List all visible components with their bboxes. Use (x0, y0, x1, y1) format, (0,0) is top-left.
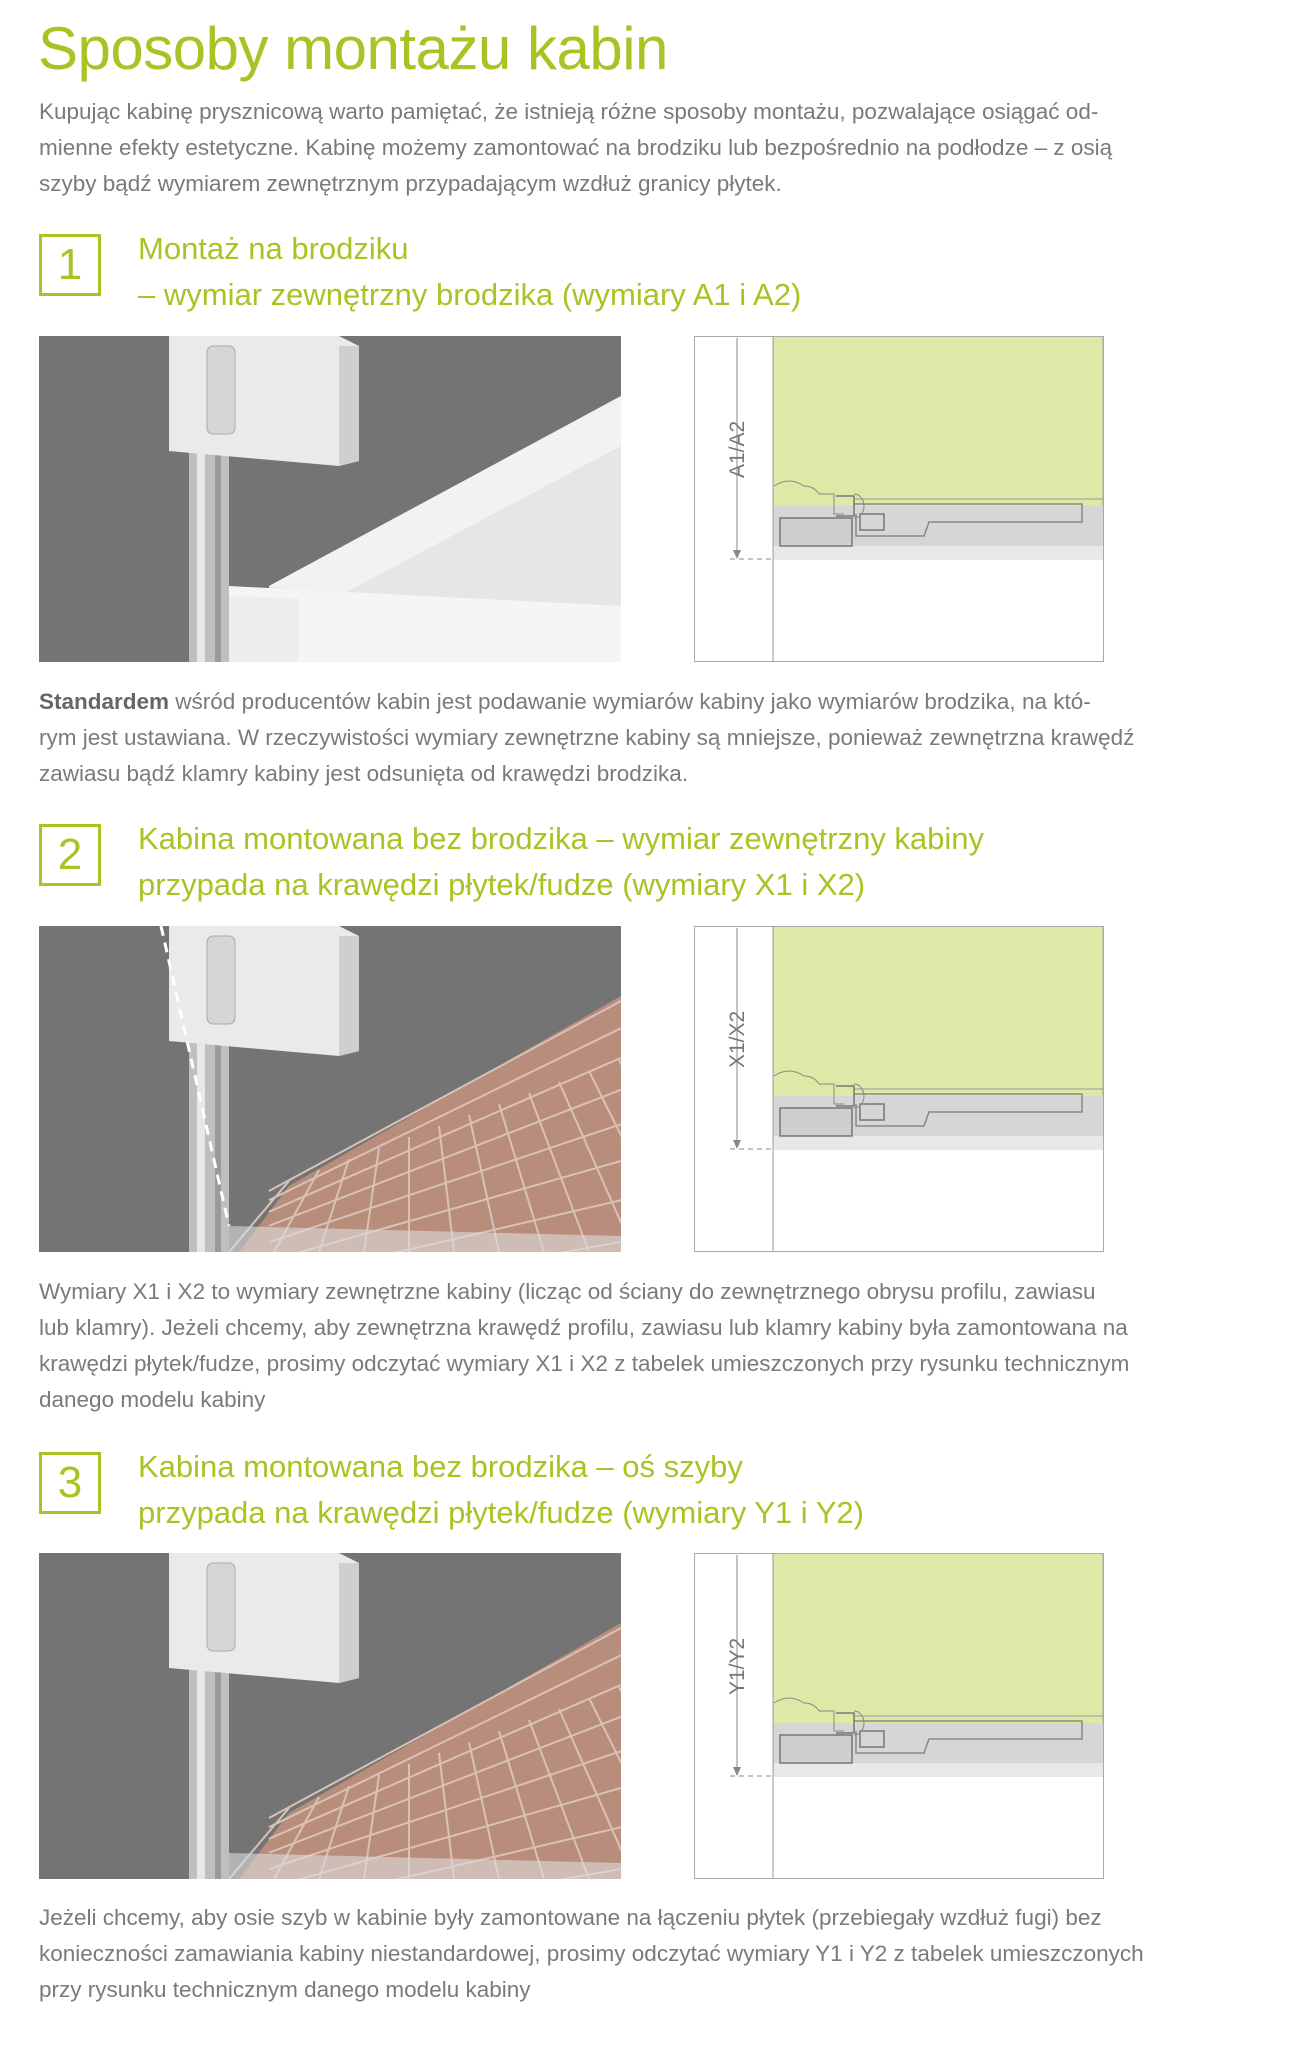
section-heading-line: przypada na krawędzi płytek/fudze (wymiary Y1 i Y2) (138, 1495, 864, 1530)
section-text (39, 684, 1134, 792)
section-heading (138, 1444, 864, 1536)
section-text-line (39, 1900, 1144, 1936)
text-span: Wymiary X1 i X2 to wymiary zewnętrzne kabiny (licząc od ściany do zewnętrznego obrysu profilu, zawiasu (39, 1279, 1096, 1304)
section-text-line (39, 1274, 1129, 1310)
intro-line: szyby bądź wymiarem zewnętrznym przypadającym wzdłuż granicy płytek. (39, 171, 782, 196)
technical-diagram (694, 336, 1104, 662)
text-span: krawędzi płytek/fudze, prosimy odczytać wymiary X1 i X2 z tabelek umieszczonych przy rysunku technicznym (39, 1351, 1130, 1376)
section-number-badge: 1 (39, 234, 101, 296)
installation-photo (39, 336, 621, 662)
text-span: wśród producentów kabin jest podawanie wymiarów kabiny jako wymiarów brodzika, na któ- (169, 689, 1091, 714)
section-text (39, 1274, 1129, 1418)
section-text-line (39, 1310, 1129, 1346)
bold-lead: Standardem (39, 689, 170, 714)
section-heading-line: Kabina montowana bez brodzika – wymiar zewnętrzny kabiny (138, 821, 985, 856)
section-text (39, 1900, 1144, 2008)
section-text-line (39, 720, 1134, 756)
section-text-line (39, 1346, 1129, 1382)
section-text-line (39, 684, 1134, 720)
page-title: Sposoby montażu kabin (38, 15, 668, 82)
text-span: danego modelu kabiny (39, 1387, 266, 1412)
text-span: przy rysunku technicznym danego modelu kabiny (39, 1977, 531, 2002)
section-heading (138, 226, 801, 318)
section-heading-line: – wymiar zewnętrzny brodzika (wymiary A1 i A2) (138, 277, 802, 312)
section-text-line (39, 1936, 1144, 1972)
technical-diagram (694, 1553, 1104, 1879)
intro-line: mienne efekty estetyczne. Kabinę możemy zamontować na brodziku lub bezpośrednio na podłodze – z osią (39, 135, 1113, 160)
dimension-label: Y1/Y2 (726, 1637, 749, 1695)
installation-photo (39, 926, 621, 1252)
technical-diagram (694, 926, 1104, 1252)
section-heading-line: Kabina montowana bez brodzika – oś szyby (138, 1449, 743, 1484)
intro-line: Kupując kabinę prysznicową warto pamiętać, że istnieją różne sposoby montażu, pozwalające osiągać od- (39, 99, 1099, 124)
text-span: rym jest ustawiana. W rzeczywistości wymiary zewnętrzne kabiny są mniejsze, ponieważ zewnętrzna krawędź (39, 725, 1135, 750)
text-span: konieczności zamawiania kabiny niestandardowej, prosimy odczytać wymiary Y1 i Y2 z tabelek umieszczonych (39, 1941, 1144, 1966)
section-heading (138, 816, 984, 908)
intro-text (39, 94, 1112, 202)
dimension-label: A1/A2 (726, 420, 749, 478)
section-heading-line: Montaż na brodziku (138, 231, 409, 266)
text-span: zawiasu bądź klamry kabiny jest odsunięta od krawędzi brodzika. (39, 761, 689, 786)
dimension-label: X1/X2 (726, 1010, 749, 1068)
section-number-badge: 3 (39, 1452, 101, 1514)
section-text-line (39, 756, 1134, 792)
text-span: lub klamry). Jeżeli chcemy, aby zewnętrzna krawędź profilu, zawiasu lub klamry kabiny była zamontowana na (39, 1315, 1128, 1340)
section-number-badge: 2 (39, 824, 101, 886)
section-text-line (39, 1972, 1144, 2008)
installation-photo (39, 1553, 621, 1879)
section-heading-line: przypada na krawędzi płytek/fudze (wymiary X1 i X2) (138, 867, 866, 902)
text-span: Jeżeli chcemy, aby osie szyb w kabinie były zamontowane na łączeniu płytek (przebiegały wzdłuż fugi) bez (39, 1905, 1102, 1930)
section-text-line (39, 1382, 1129, 1418)
